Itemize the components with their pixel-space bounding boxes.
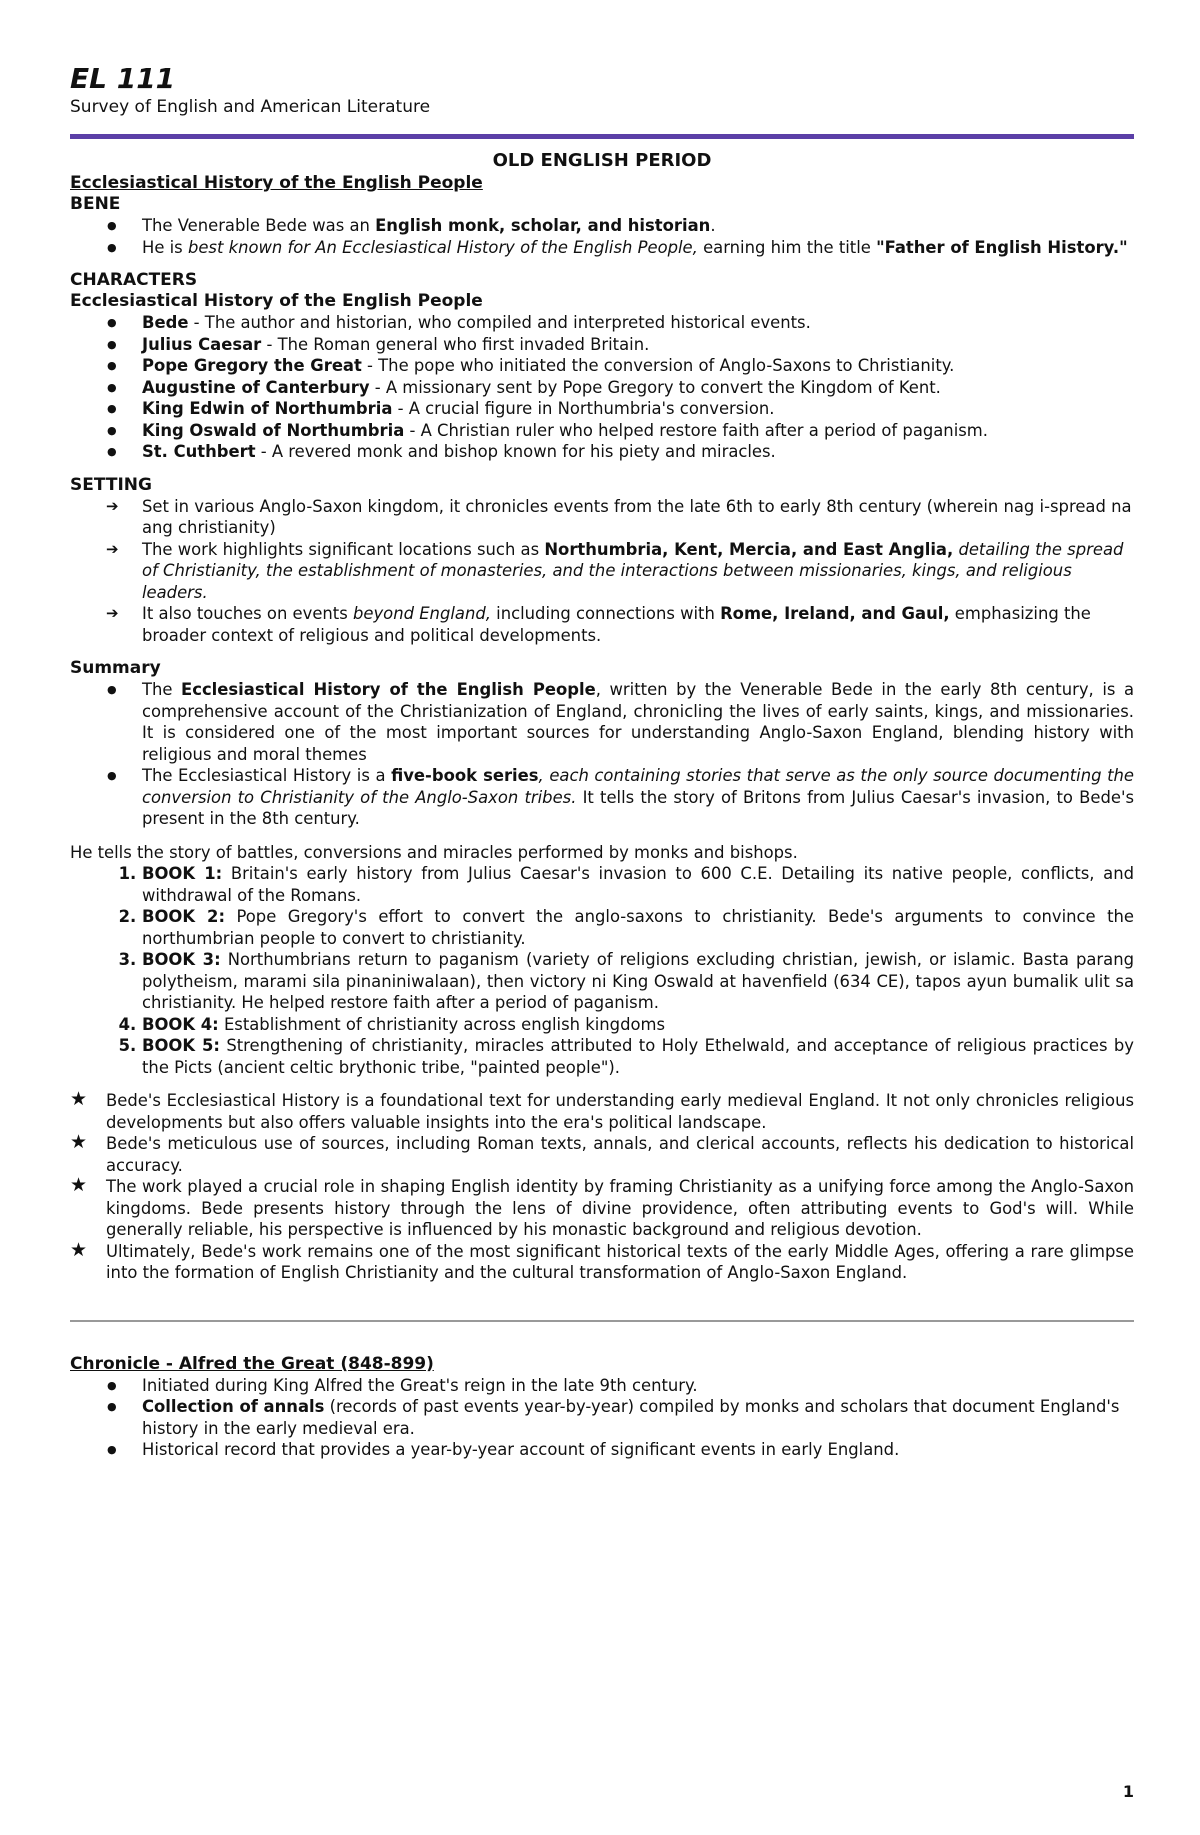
book-item: 3. BOOK 3: Northumbrians return to paganism (variety of religions excluding christian, jewish, or islamic. Basta parang polytheism, marami sila pinaniniwalaan), then victory ni King Oswald at havenfield (634 CE), tapos ayun bumalik ulit sa christianity. He helped restore faith after a period of paganism. [142,949,1134,1014]
page-number: 1 [1122,1782,1134,1801]
author-list [70,215,1134,258]
document-page [70,62,1134,1461]
book-item: 5. BOOK 5: Strengthening of christianity, miracles attributed to Holy Ethelwald, and acceptance of religious practices by the Picts (ancient celtic brythonic tribe, "painted people"). [142,1035,1134,1078]
summary-item: ● The Ecclesiastical History of the English People, written by the Venerable Bede in the early 8th century, is a comprehensive account of the Christianization of England, chronicling the lives of early saints, kings, and missionaries. It is considered one of the most important sources for understanding Anglo-Saxon England, blending history with religious and moral themes [142,679,1134,765]
characters-heading: CHARACTERS [70,270,198,290]
note-item: ★ Bede's meticulous use of sources, including Roman texts, annals, and clerical accounts, reflects his dedication to historical accuracy. [106,1133,1134,1176]
setting-item: ➔ Set in various Anglo-Saxon kingdom, it chronicles events from the late 6th to early 8th century (wherein nag i-spread na ang christianity) [142,496,1134,539]
note-item: ★ Bede's Ecclesiastical History is a foundational text for understanding early medieval England. It not only chronicles religious developments but also offers valuable insights into the era's political landscape. [106,1090,1134,1133]
header-divider [70,134,1134,139]
character-item: ● Bede - The author and historian, who compiled and interpreted historical events. [142,312,1134,334]
setting-list [70,496,1134,647]
character-item: ● St. Cuthbert - A revered monk and bishop known for his piety and miracles. [142,441,1134,463]
character-item: ● King Edwin of Northumbria - A crucial figure in Northumbria's conversion. [142,398,1134,420]
summary-list [70,679,1134,830]
list-item: ● He is best known for An Ecclesiastical History of the English People, earning him the title "Father of English History." [142,237,1134,259]
setting-item: ➔ It also touches on events beyond England, including connections with Rome, Ireland, and Gaul, emphasizing the broader context of religious and political developments. [142,603,1134,646]
course-title: Survey of English and American Literature [70,97,431,117]
course-code: EL 111 [70,62,176,95]
chronicle-item: ● Collection of annals (records of past events year-by-year) compiled by monks and scholars that document England's history in the early medieval era. [142,1396,1134,1439]
summary-item: ● The Ecclesiastical History is a five-book series, each containing stories that serve as the only source documenting the conversion to Christianity of the Anglo-Saxon tribes. It tells the story of Britons from Julius Caesar's invasion, to Bede's present in the 8th century. [142,765,1134,830]
setting-item: ➔ The work highlights significant locations such as Northumbria, Kent, Mercia, and East Anglia, detailing the spread of Christianity, the establishment of monasteries, and the interactions between missionaries, kings, and religious leaders. [142,539,1134,604]
note-item: ★ The work played a crucial role in shaping English identity by framing Christianity as a unifying force among the Anglo-Saxon kingdoms. Bede presents history through the lens of divine providence, often attributing events to God's will. While generally reliable, his perspective is influenced by his monastic background and religious devotion. [106,1176,1134,1241]
summary-heading: Summary [70,658,161,678]
notes-list [70,1090,1134,1284]
setting-heading: SETTING [70,474,152,495]
characters-list [70,312,1134,463]
character-item: ● Augustine of Canterbury - A missionary sent by Pope Gregory to convert the Kingdom of Kent. [142,377,1134,399]
books-intro: He tells the story of battles, conversions and miracles performed by monks and bishops. [70,842,798,862]
author-heading: BENE [70,194,121,214]
character-item: ● Pope Gregory the Great - The pope who initiated the conversion of Anglo-Saxons to Christianity. [142,355,1134,377]
list-item: ● The Venerable Bede was an English monk, scholar, and historian. [142,215,1134,237]
section-divider [70,1320,1134,1322]
section-title-chronicle: Chronicle - Alfred the Great (848-899) [70,1353,434,1374]
character-item: ● King Oswald of Northumbria - A Christian ruler who helped restore faith after a period of paganism. [142,420,1134,442]
chronicle-item: ● Initiated during King Alfred the Great's reign in the late 9th century. [142,1375,1134,1397]
note-item: ★ Ultimately, Bede's work remains one of the most significant historical texts of the early Middle Ages, offering a rare glimpse into the formation of English Christianity and the cultural transformation of Anglo-Saxon England. [106,1241,1134,1284]
book-item: 2. BOOK 2: Pope Gregory's effort to convert the anglo-saxons to christianity. Bede's arguments to convince the northumbrian people to convert to christianity. [142,906,1134,949]
chronicle-item: ● Historical record that provides a year-by-year account of significant events in early England. [142,1439,1134,1461]
chronicle-list [70,1375,1134,1461]
characters-subheading: Ecclesiastical History of the English People [70,291,483,311]
book-item: 1. BOOK 1: Britain's early history from Julius Caesar's invasion to 600 C.E. Detailing its native people, conflicts, and withdrawal of the Romans. [142,863,1134,906]
books-list [70,863,1134,1078]
book-item: 4. BOOK 4: Establishment of christianity across english kingdoms [142,1014,1134,1036]
character-item: ● Julius Caesar - The Roman general who first invaded Britain. [142,334,1134,356]
section-title-ecclesiastical: Ecclesiastical History of the English People [70,173,483,193]
period-title: OLD ENGLISH PERIOD [492,150,712,171]
